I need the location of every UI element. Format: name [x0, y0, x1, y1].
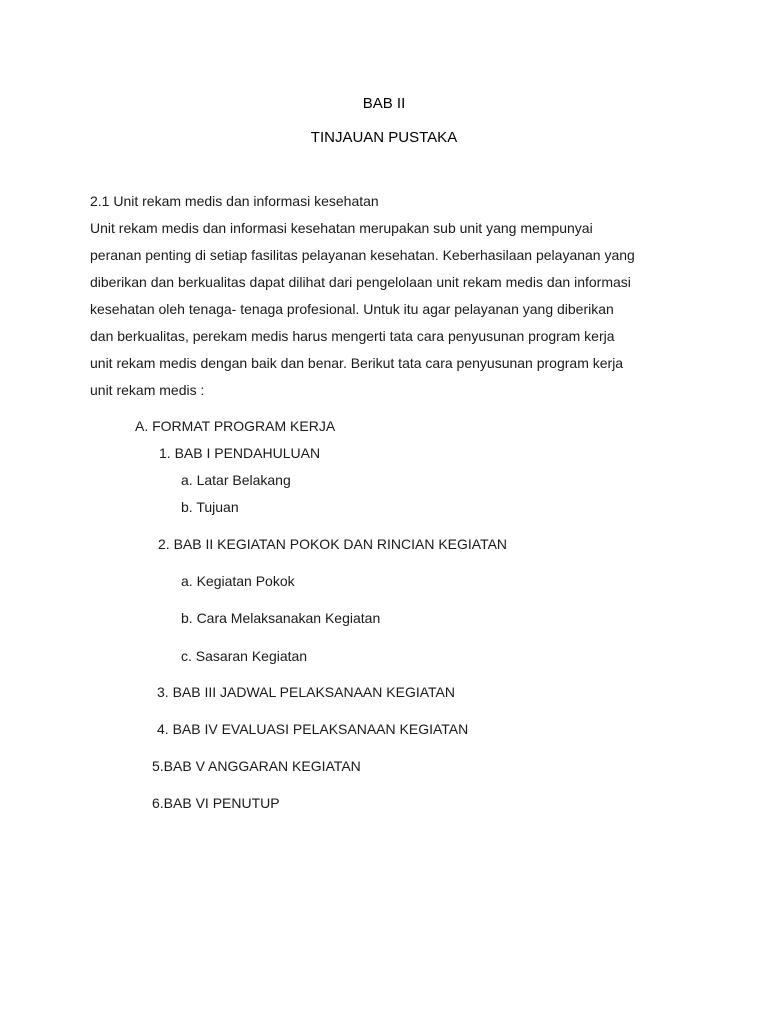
outline-item-4: 4. BAB IV EVALUASI PELAKSANAAN KEGIATAN: [157, 721, 469, 737]
paragraph-line: Unit rekam medis dan informasi kesehatan merupakan sub unit yang mempunyai: [90, 220, 593, 236]
paragraph-line: peranan penting di setiap fasilitas pelayanan kesehatan. Keberhasilaan pelayanan yang: [90, 247, 635, 263]
chapter-heading: BAB II: [362, 95, 406, 112]
outline-subitem-1a: a. Latar Belakang: [181, 472, 291, 488]
paragraph-line: unit rekam medis :: [90, 382, 205, 398]
outline-item-5: 5.BAB V ANGGARAN KEGIATAN: [152, 758, 361, 774]
outline-subitem-2c: c. Sasaran Kegiatan: [181, 648, 308, 664]
section-heading: 2.1 Unit rekam medis dan informasi kesehatan: [90, 193, 379, 209]
chapter-title: TINJAUAN PUSTAKA: [310, 129, 458, 146]
outline-item-1: 1. BAB I PENDAHULUAN: [159, 445, 321, 461]
outline-heading: A. FORMAT PROGRAM KERJA: [135, 418, 336, 434]
paragraph-line: kesehatan oleh tenaga- tenaga profesional. Untuk itu agar pelayanan yang diberikan: [90, 301, 614, 317]
outline-item-2: 2. BAB II KEGIATAN POKOK DAN RINCIAN KEGIATAN: [158, 536, 508, 552]
paragraph-line: dan berkualitas, perekam medis harus mengerti tata cara penyusunan program kerja: [90, 328, 615, 344]
outline-subitem-2b: b. Cara Melaksanakan Kegiatan: [181, 610, 381, 626]
outline-item-3: 3. BAB III JADWAL PELAKSANAAN KEGIATAN: [157, 684, 455, 700]
outline-subitem-2a: a. Kegiatan Pokok: [181, 573, 295, 589]
outline-item-6: 6.BAB VI PENUTUP: [152, 795, 280, 811]
paragraph-line: diberikan dan berkualitas dapat dilihat dari pengelolaan unit rekam medis dan informasi: [90, 274, 631, 290]
outline-subitem-1b: b. Tujuan: [181, 499, 239, 515]
paragraph-line: unit rekam medis dengan baik dan benar. Berikut tata cara penyusunan program kerja: [90, 355, 624, 371]
